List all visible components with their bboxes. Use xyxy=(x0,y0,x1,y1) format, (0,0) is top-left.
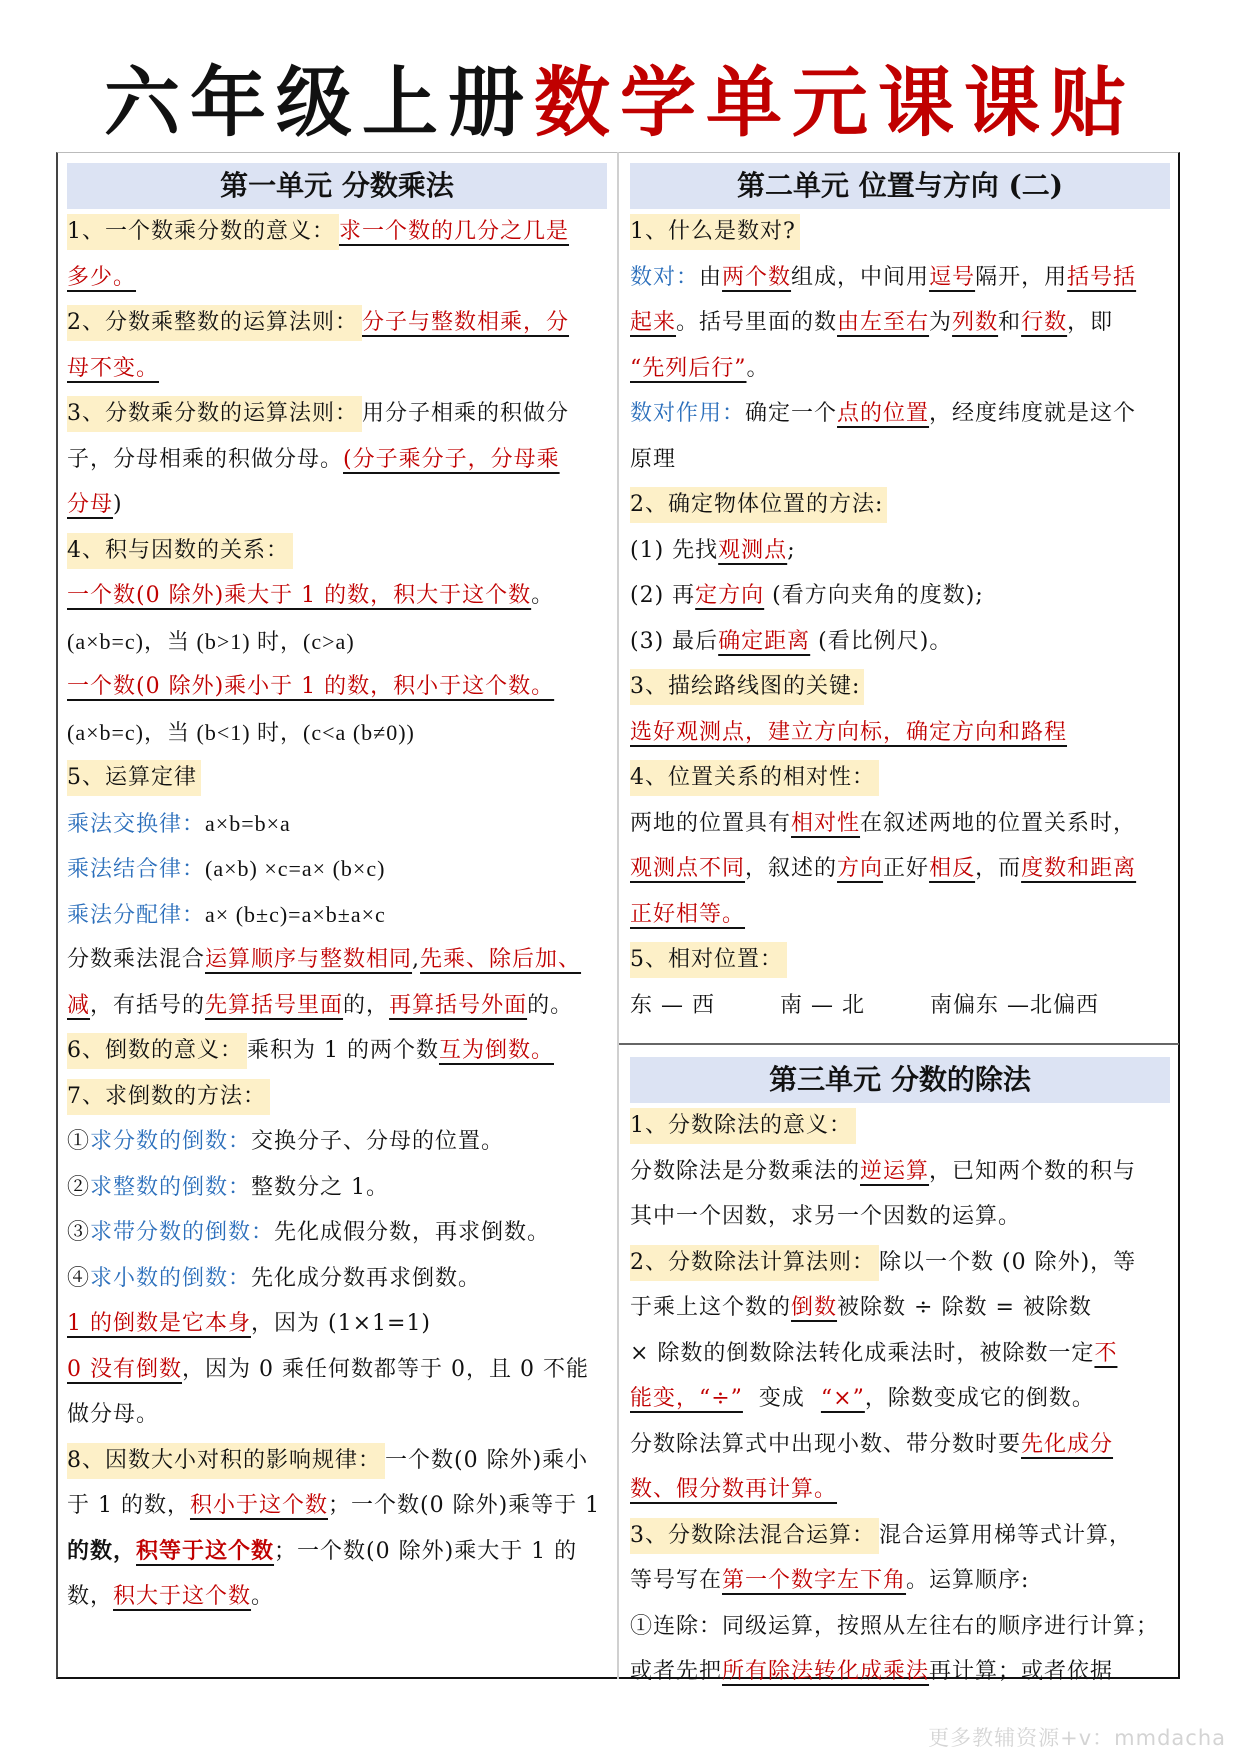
text-line xyxy=(630,1149,1170,1195)
text-line xyxy=(630,846,1170,892)
key-point: 逆运算 xyxy=(860,1158,930,1184)
text-line: ①连除：同级运算，按照从左往右的顺序进行计算； xyxy=(630,1613,1160,1639)
body-text: 于 1 的数， xyxy=(67,1493,190,1518)
body-text: 分数除法是分数乘法的 xyxy=(630,1158,861,1184)
text-line xyxy=(67,1347,607,1393)
text-line xyxy=(67,846,607,892)
highlight-heading: 6、倒数的意义： xyxy=(67,1033,247,1069)
highlight-heading: 5、运算定律 xyxy=(67,760,201,796)
key-point: 正好相等。 xyxy=(630,901,746,927)
body-text: 在叙述两地的位置关系时， xyxy=(860,810,1137,836)
text-line: 做分母。 xyxy=(67,1402,160,1427)
body-text: ，除数变成它的倒数。 xyxy=(864,1386,1095,1411)
text-line xyxy=(67,1165,607,1211)
key-point: 倒数 xyxy=(791,1295,838,1320)
circled-number: ① xyxy=(67,1129,91,1154)
body-text: 用分子相乘的积做分 xyxy=(362,401,570,426)
body-text: ，而 xyxy=(975,856,1022,881)
body-text: ; xyxy=(787,537,796,563)
key-point: 相对性 xyxy=(791,810,861,836)
key-point: 一个数(0 除外)乘大于 1 的数，积大于这个数 xyxy=(67,583,532,608)
body-text: 先化成分数再求倒数。 xyxy=(251,1265,482,1291)
body-text: ，即 xyxy=(1067,310,1114,335)
key-point: 起来 xyxy=(630,310,677,335)
key-point: 先化成分 xyxy=(1021,1431,1114,1457)
key-point: 确定距离 xyxy=(718,628,811,654)
highlight-heading: 1、分数除法的意义： xyxy=(630,1108,856,1144)
text-line xyxy=(67,209,607,255)
key-point: 行数 xyxy=(1021,310,1068,335)
text-line xyxy=(67,664,607,710)
key-point: “×” xyxy=(820,1386,865,1411)
key-point: 由左至右 xyxy=(837,310,930,335)
unit2-section xyxy=(630,163,1170,1028)
highlight-heading: 5、相对位置： xyxy=(630,942,787,978)
key-point: 一个数(0 除外)乘小于 1 的数，积小于这个数。 xyxy=(67,674,555,699)
title-red: 数学单元课课贴 xyxy=(534,58,1136,147)
method-label: 求带分数的倒数： xyxy=(90,1220,275,1245)
text-line xyxy=(630,1285,1170,1331)
formula: (a×b) ×c=a× (b×c) xyxy=(205,856,386,881)
body-text: 分数除法算式中出现小数、带分数时要 xyxy=(630,1431,1022,1457)
text-line xyxy=(630,1649,1170,1695)
method-label: 求分数的倒数： xyxy=(90,1129,252,1154)
text-line xyxy=(67,983,607,1029)
body-text: 。 xyxy=(531,583,555,608)
highlight-heading: 4、积与因数的关系： xyxy=(67,533,293,569)
unit1-header: 第一单元 分数乘法 xyxy=(67,163,607,209)
highlight-heading: 8、因数大小对积的影响规律： xyxy=(67,1443,385,1479)
method-label: 求小数的倒数： xyxy=(90,1265,252,1291)
key-point: 所有除法转化成乘法 xyxy=(722,1659,930,1684)
body-text: 。运算顺序: xyxy=(906,1568,1030,1593)
body-text: 隔开，用 xyxy=(975,264,1068,290)
key-point: 0 没有倒数 xyxy=(67,1356,182,1382)
body-text: 先化成假分数，再求倒数。 xyxy=(274,1220,551,1245)
text-line xyxy=(67,255,607,301)
body-text: 或者先把 xyxy=(630,1659,723,1684)
key-point: 定方向 xyxy=(695,583,765,608)
key-point: “先列后行” xyxy=(630,355,747,381)
text-line xyxy=(630,755,1170,801)
text-line xyxy=(630,1467,1170,1513)
key-point: 1 的倒数是它本身 xyxy=(67,1311,251,1336)
key-point: 方向 xyxy=(837,856,884,881)
text-line xyxy=(67,1438,607,1484)
key-point: 求一个数的几分之几是 xyxy=(339,219,570,244)
body-text: 为 xyxy=(929,310,953,335)
circled-number: ③ xyxy=(67,1220,91,1245)
body-text: ，已知两个数的积与 xyxy=(929,1158,1137,1184)
body-text: 的。 xyxy=(527,992,574,1018)
text-line xyxy=(630,209,1170,255)
text-line xyxy=(67,1210,607,1256)
text-line xyxy=(67,1529,607,1575)
body-text: ；一个数(0 除外)乘等于 1 xyxy=(328,1493,601,1518)
body-text: 变成 xyxy=(742,1386,821,1411)
text-line: 其中一个因数，求另一个因数的运算。 xyxy=(630,1204,1022,1229)
page-title xyxy=(0,58,1240,148)
body-text: 交换分子、分母的位置。 xyxy=(251,1129,505,1154)
text-line xyxy=(67,528,607,574)
body-text: (看比例尺)。 xyxy=(810,628,953,654)
title-black: 六年级上册 xyxy=(104,58,534,147)
body-text: 和 xyxy=(998,310,1022,335)
body-text: ，因为 (1×1=1) xyxy=(251,1311,432,1336)
highlight-heading: 2、分数除法计算法则： xyxy=(630,1245,879,1281)
method-label: 求整数的倒数： xyxy=(90,1174,252,1200)
body-text: 数， xyxy=(67,1584,114,1609)
body-text: 整数分之 1。 xyxy=(251,1174,390,1200)
text-line xyxy=(67,1574,607,1620)
key-point: 第一个数字左下角 xyxy=(722,1568,907,1593)
body-text: × 除数的倒数除法转化成乘法时，被除数一定 xyxy=(630,1340,1095,1366)
formula-line: (a×b=c)，当 (b<1) 时，(c<a (b≠0)) xyxy=(67,719,415,745)
text-line xyxy=(630,1240,1170,1286)
body-text: ；一个数(0 除外)乘大于 1 的 xyxy=(274,1538,578,1564)
key-point: 度数和距离 xyxy=(1021,856,1137,881)
circled-number: ④ xyxy=(67,1265,91,1291)
body-text: 分数乘法混合 xyxy=(67,947,206,972)
body-text: (1) 先找 xyxy=(630,537,719,563)
body-text: 的， xyxy=(343,992,390,1018)
key-point: (分子乘分子，分母乘 xyxy=(343,446,560,472)
text-line xyxy=(630,1376,1170,1422)
text-line xyxy=(67,755,607,801)
body-text: ，叙述的 xyxy=(745,856,838,881)
key-point: 观测点 xyxy=(718,537,788,563)
text-line xyxy=(630,1331,1170,1377)
text-line xyxy=(67,801,607,847)
unit2-header: 第二单元 位置与方向 (二) xyxy=(630,163,1170,209)
body-text: 组成，中间用 xyxy=(791,264,930,290)
text-line xyxy=(630,619,1170,665)
key-point: 能变，“÷” xyxy=(630,1386,743,1411)
key-point: 两个数 xyxy=(722,264,792,290)
text-line xyxy=(67,1119,607,1165)
text-line xyxy=(630,710,1170,756)
text-line xyxy=(67,1301,607,1347)
body-text: 子，分母相乘的积做分母。 xyxy=(67,446,344,472)
body-text: , xyxy=(412,947,421,972)
direction-pair: 南偏东 —北偏西 xyxy=(930,992,1099,1018)
text-line xyxy=(67,1483,607,1529)
text-line xyxy=(630,573,1170,619)
key-point: 多少。 xyxy=(67,264,137,290)
body-text: 。 xyxy=(746,355,770,381)
body-text: 确定一个 xyxy=(745,401,838,426)
highlight-heading: 3、描绘路线图的关键: xyxy=(630,669,864,705)
body-text: (看方向夹角的度数); xyxy=(764,583,984,608)
text-line xyxy=(630,892,1170,938)
key-point: 积大于这个数 xyxy=(113,1584,252,1609)
body-text: 一个数(0 除外)乘小 xyxy=(385,1447,589,1473)
text-line xyxy=(67,346,607,392)
key-point: 逗号 xyxy=(929,264,976,290)
key-point: 积等于这个数 xyxy=(136,1538,275,1564)
text-line xyxy=(67,937,607,983)
text-line xyxy=(630,1513,1170,1559)
key-point: 再算括号外面 xyxy=(389,992,528,1018)
formula: a× (b±c)=a×b±a×c xyxy=(205,901,386,927)
body-text: 乘积为 1 的两个数 xyxy=(247,1038,439,1063)
highlight-heading: 2、分数乘整数的运算法则： xyxy=(67,305,362,341)
key-point: 点的位置 xyxy=(837,401,930,426)
direction-pair: 南 — 北 xyxy=(780,992,865,1018)
highlight-heading: 1、一个数乘分数的意义： xyxy=(67,214,339,250)
highlight-heading: 4、位置关系的相对性： xyxy=(630,760,879,796)
text-line xyxy=(630,528,1170,574)
direction-pair: 东 — 西 xyxy=(630,992,715,1018)
law-label: 乘法交换律： xyxy=(67,811,206,837)
key-point: 数、假分数再计算。 xyxy=(630,1477,838,1502)
key-point: 不 xyxy=(1094,1340,1118,1366)
text-line xyxy=(630,1422,1170,1468)
body-text: ) xyxy=(113,492,123,517)
highlight-heading: 2、确定物体位置的方法: xyxy=(630,487,887,523)
highlight-heading: 7、求倒数的方法： xyxy=(67,1079,270,1115)
formula: a×b=b×a xyxy=(205,810,291,836)
term-label: 数对： xyxy=(630,264,700,290)
text-line xyxy=(67,1028,607,1074)
body-text: 的数， xyxy=(67,1538,137,1564)
text-line xyxy=(630,1103,1170,1149)
body-text: 混合运算用梯等式计算， xyxy=(879,1522,1133,1548)
key-point: 先乘、除后加、 xyxy=(420,947,582,972)
body-text: 于乘上这个数的 xyxy=(630,1295,792,1320)
body-text: 被除数 ÷ 除数 = 被除数 xyxy=(837,1295,1092,1320)
formula-line: (a×b=c)，当 (b>1) 时，(c>a) xyxy=(67,628,355,654)
text-line xyxy=(67,482,607,528)
body-text: 再计算；或者依据 xyxy=(929,1659,1114,1684)
key-point: 观测点不同 xyxy=(630,856,746,881)
body-text: 正好 xyxy=(883,856,930,881)
body-text: (3) 最后 xyxy=(630,628,719,654)
body-text: 等号写在 xyxy=(630,1568,723,1593)
body-text: ，因为 0 乘任何数都等于 0，且 0 不能 xyxy=(182,1356,589,1382)
watermark: 更多教辅资源+v：mmdacha xyxy=(928,1726,1226,1750)
text-line xyxy=(630,255,1170,301)
text-line xyxy=(630,801,1170,847)
law-label: 乘法分配律： xyxy=(67,902,206,928)
column-divider xyxy=(617,152,619,1679)
unit1-section xyxy=(67,163,607,1620)
key-point: 相反 xyxy=(929,856,976,881)
text-line xyxy=(630,983,1170,1029)
highlight-heading: 1、什么是数对? xyxy=(630,214,800,250)
text-line xyxy=(67,892,607,938)
body-text: ，经度纬度就是这个 xyxy=(929,401,1137,426)
text-line xyxy=(630,664,1170,710)
body-text: 两地的位置具有 xyxy=(630,810,792,836)
text-line xyxy=(630,482,1170,528)
key-point: 积小于这个数 xyxy=(189,1493,328,1518)
text-line xyxy=(630,391,1170,437)
body-text: ，有括号的 xyxy=(90,992,206,1018)
text-line xyxy=(630,1558,1170,1604)
key-point: 先算括号里面 xyxy=(205,992,344,1018)
text-line xyxy=(67,300,607,346)
key-point: 运算顺序与整数相同 xyxy=(205,947,413,972)
key-point: 列数 xyxy=(952,310,999,335)
term-label: 数对作用： xyxy=(630,401,746,426)
text-line xyxy=(67,437,607,483)
body-text: 。括号里面的数 xyxy=(676,310,838,335)
key-point: 分子与整数相乘，分 xyxy=(362,310,570,335)
key-point: 互为倒数。 xyxy=(438,1038,554,1063)
text-line: 原理 xyxy=(630,446,677,472)
unit3-header: 第三单元 分数的除法 xyxy=(630,1057,1170,1103)
key-point: 母不变。 xyxy=(67,355,160,381)
text-line xyxy=(67,1074,607,1120)
text-line xyxy=(67,573,607,619)
highlight-heading: 3、分数除法混合运算： xyxy=(630,1518,879,1554)
unit3-section xyxy=(630,1057,1170,1695)
key-point: 括号括 xyxy=(1067,264,1137,290)
text-line xyxy=(630,346,1170,392)
key-point: 选好观测点，建立方向标，确定方向和路程 xyxy=(630,719,1068,745)
body-text: 由 xyxy=(699,264,723,290)
law-label: 乘法结合律： xyxy=(67,857,206,882)
body-text: 。 xyxy=(251,1584,275,1609)
unit-divider xyxy=(619,1043,1179,1045)
text-line xyxy=(630,937,1170,983)
body-text: 除以一个数 (0 除外)，等 xyxy=(879,1249,1137,1275)
circled-number: ② xyxy=(67,1174,91,1200)
text-line xyxy=(630,300,1170,346)
key-point: 分母 xyxy=(67,492,114,517)
key-point: 减 xyxy=(67,992,91,1018)
body-text: (2) 再 xyxy=(630,583,696,608)
text-line xyxy=(67,1256,607,1302)
text-line xyxy=(67,391,607,437)
highlight-heading: 3、分数乘分数的运算法则： xyxy=(67,396,362,432)
